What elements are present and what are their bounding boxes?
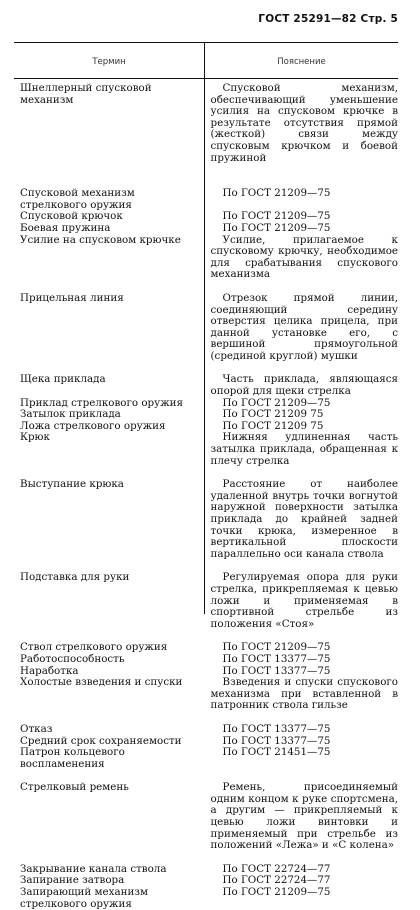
definition-text: По ГОСТ 13377—75 (222, 664, 331, 677)
term-text: Спусковой механизм стрелкового оружия (20, 187, 135, 211)
table-row (14, 188, 398, 211)
table-row (14, 642, 398, 654)
term-cell (14, 223, 202, 235)
definition-text: По ГОСТ 21209—75 (222, 187, 331, 200)
term-text: Приклад стрелкового оружия (20, 396, 184, 409)
definition-text: По ГОСТ 22724—77 (222, 874, 331, 887)
definition-cell (202, 572, 398, 630)
table-row (14, 875, 398, 887)
term-cell (14, 654, 202, 666)
table-row (14, 572, 398, 630)
term-cell (14, 188, 202, 211)
definition-cell (202, 782, 398, 852)
table-row (14, 235, 398, 281)
term-cell (14, 479, 202, 560)
definition-text: Регулируемая опора для руки стрелка, прикрепляемая к цевью ложи и применяемая в спортивной стрельбе из положения «Стоя» (210, 571, 398, 630)
definition-text: По ГОСТ 21209—75 (222, 641, 331, 654)
row-spacer (14, 164, 398, 188)
definition-cell (202, 188, 398, 211)
term-text: Холостые взведения и спуски (20, 676, 183, 689)
term-cell (14, 782, 202, 852)
page-header: ГОСТ 25291—82 Стр. 5 (258, 13, 398, 25)
definition-cell (202, 223, 398, 235)
term-cell (14, 642, 202, 654)
row-spacer (14, 852, 398, 864)
definition-text: Расстояние от наиболее удаленной внутрь точки вогнутой наружной поверхности затылка приклада до крайней задней точки крюка, измеренное в вертикальной плоскости параллельно оси канала ствола (210, 478, 398, 560)
term-text: Усилие на спусковом крючке (20, 233, 181, 246)
term-text: Закрывание канала ствола (20, 862, 167, 875)
definition-text: Спусковой механизм, обеспечивающий уменьшение усилия на спусковом крючке в результате отсутствия прямой (жесткой) связи между спусковым крючком и боевой пружиной (210, 82, 398, 164)
definition-text: Нижняя удлиненная часть затылка приклада, обращенная к плечу стрелка (210, 431, 398, 467)
term-cell (14, 747, 202, 770)
term-text: Затылок приклада (20, 408, 121, 421)
term-cell (14, 666, 202, 678)
term-text: Запирающий механизм стрелкового оружия (20, 886, 148, 910)
header-rule (14, 78, 398, 79)
term-cell (14, 83, 202, 164)
definition-cell (202, 875, 398, 887)
term-text: Спусковой крючок (20, 210, 123, 223)
definition-cell (202, 666, 398, 678)
term-cell (14, 432, 202, 467)
definition-text: Часть приклада, являющаяся опорой для щеки стрелка (210, 373, 398, 398)
column-header-term: Термин (92, 57, 126, 67)
table-row (14, 747, 398, 770)
definition-text: Отрезок прямой линии, соединяющий середину отверстия целика прицела, при данной установке его, с вершиной прямоугольной (срединой круглой) мушки (210, 291, 398, 362)
term-cell (14, 677, 202, 712)
definition-cell (202, 83, 398, 164)
definition-cell (202, 432, 398, 467)
table-top-rule (14, 42, 398, 43)
term-text: Стрелковый ремень (20, 781, 129, 794)
term-text: Подставка для руки (20, 571, 130, 584)
term-text: Средний срок сохраняемости (20, 734, 182, 747)
term-text: Наработка (20, 664, 79, 677)
term-cell (14, 572, 202, 630)
table-row (14, 736, 398, 748)
definition-text: По ГОСТ 13377—75 (222, 652, 331, 665)
table-row (14, 432, 398, 467)
definition-text: По ГОСТ 21209 75 (222, 419, 324, 432)
row-spacer (14, 630, 398, 642)
definition-cell (202, 654, 398, 666)
table-row (14, 479, 398, 560)
term-text: Крюк (20, 431, 50, 444)
term-cell (14, 374, 202, 397)
definition-cell (202, 724, 398, 736)
term-text: Запирание затвора (20, 874, 125, 887)
term-text: Боевая пружина (20, 221, 111, 234)
terms-table (14, 83, 398, 910)
table-row (14, 864, 398, 876)
table-row (14, 666, 398, 678)
definition-cell (202, 736, 398, 748)
definition-text: По ГОСТ 21209—75 (222, 886, 331, 899)
term-cell (14, 875, 202, 887)
term-text: Выступание крюка (20, 478, 124, 491)
table-row (14, 654, 398, 666)
column-header-definition: Пояснение (277, 57, 326, 67)
definition-text: По ГОСТ 21209—75 (222, 210, 331, 223)
term-text: Ложа стрелкового оружия (20, 419, 166, 432)
row-spacer (14, 770, 398, 782)
definition-cell (202, 887, 398, 910)
definition-cell (202, 747, 398, 770)
term-cell (14, 736, 202, 748)
table-row (14, 374, 398, 397)
term-cell (14, 235, 202, 281)
term-text: Отказ (20, 722, 53, 735)
table-row (14, 677, 398, 712)
definition-text: Усилие, прилагаемое к спусковому крючку, необходимое для срабатывания спускового механизма (210, 233, 398, 281)
term-text: Работоспособность (20, 652, 125, 665)
definition-cell (202, 293, 398, 363)
term-text: Щека приклада (20, 373, 106, 386)
definition-text: По ГОСТ 21209—75 (222, 396, 331, 409)
table-row (14, 782, 398, 852)
row-spacer (14, 712, 398, 724)
definition-text: По ГОСТ 21209—75 (222, 221, 331, 234)
definition-text: По ГОСТ 13377—75 (222, 722, 331, 735)
table-row (14, 724, 398, 736)
term-text: Прицельная линия (20, 291, 124, 304)
definition-cell (202, 642, 398, 654)
definition-text: Ремень, присоединяемый одним концом к руке спортсмена, а другим — прикрепляемый к цевью ложи винтовки и применяемый при стрельбе из положений «Лежа» и «С колена» (210, 781, 398, 852)
term-text: Патрон кольцевого воспламенения (20, 746, 125, 770)
table-row (14, 83, 398, 164)
table-row (14, 887, 398, 910)
definition-cell (202, 677, 398, 712)
term-cell (14, 724, 202, 736)
definition-text: Взведения и спуски спускового механизма при вставленной в патронник ствола гильзе (210, 676, 398, 712)
definition-cell (202, 864, 398, 876)
definition-cell (202, 374, 398, 397)
definition-text: По ГОСТ 21209 75 (222, 408, 324, 421)
term-text: Ствол стрелкового оружия (20, 641, 168, 654)
definition-cell (202, 479, 398, 560)
definition-cell (202, 235, 398, 281)
table-row (14, 223, 398, 235)
term-cell (14, 887, 202, 910)
definition-text: По ГОСТ 21451—75 (222, 746, 331, 759)
definition-text: По ГОСТ 13377—75 (222, 734, 331, 747)
definition-text: По ГОСТ 22724—77 (222, 862, 331, 875)
term-cell (14, 864, 202, 876)
table-row (14, 293, 398, 363)
term-cell (14, 293, 202, 363)
term-text: Шнеллерный спусковой механизм (20, 82, 152, 106)
